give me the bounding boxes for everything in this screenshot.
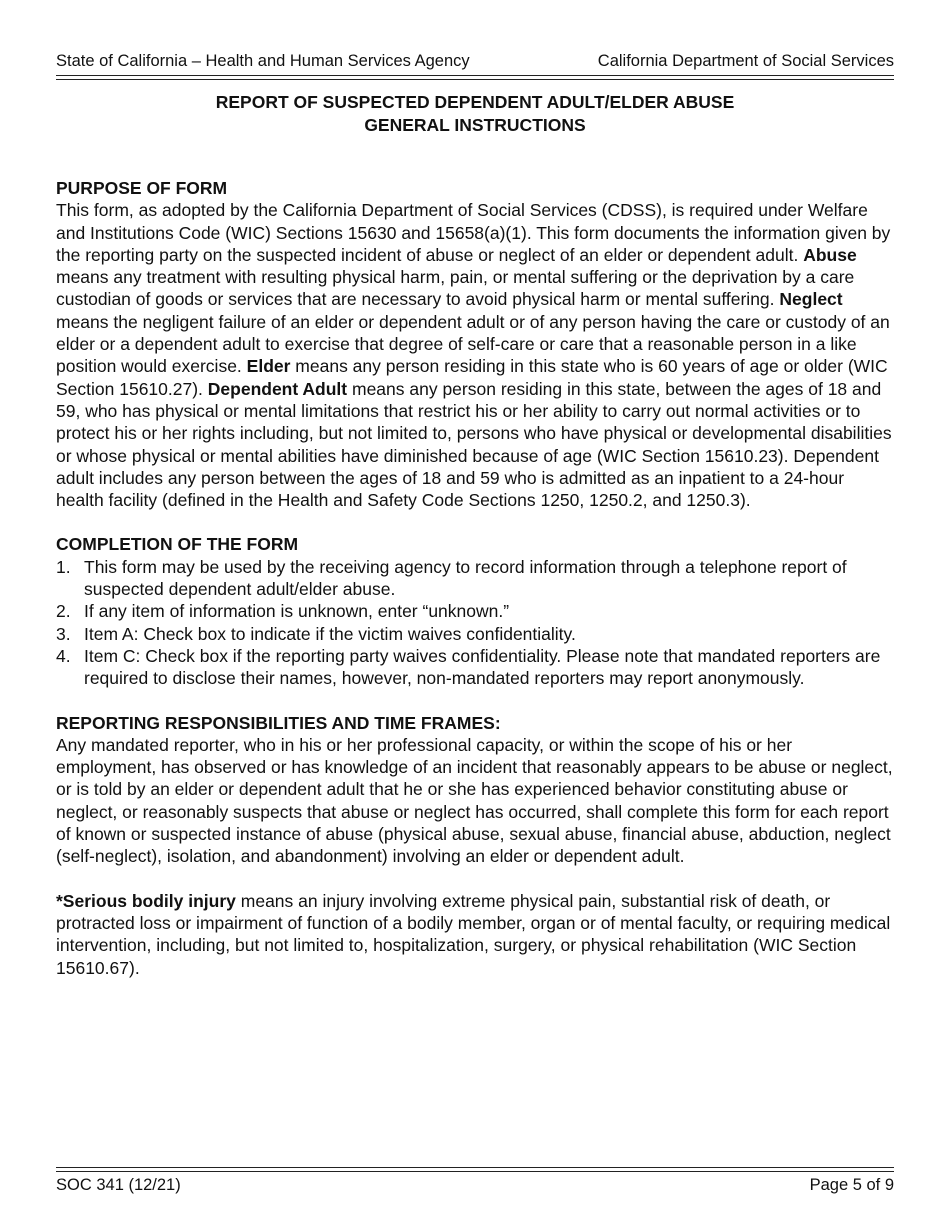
reporting-section	[56, 712, 894, 868]
list-number: 4.	[56, 645, 71, 666]
completion-section	[56, 533, 894, 689]
list-item	[56, 623, 894, 645]
term-elder: Elder	[246, 356, 291, 377]
header-agency: State of California – Health and Human Services Agency	[56, 52, 470, 70]
term-dependent-adult: Dependent Adult	[207, 378, 348, 399]
title-line-2: GENERAL INSTRUCTIONS	[364, 114, 586, 135]
completion-heading: COMPLETION OF THE FORM	[56, 534, 299, 555]
list-item	[56, 645, 894, 690]
purpose-section	[56, 177, 894, 511]
form-number: SOC 341 (12/21)	[56, 1176, 181, 1194]
footer-divider	[56, 1167, 894, 1172]
list-text: This form may be used by the receiving agency to record information through a telephone report of suspected dependent adult/elder abuse.	[84, 556, 847, 600]
page-footer	[56, 1175, 894, 1195]
list-text: Item A: Check box to indicate if the victim waives confidentiality.	[84, 623, 576, 644]
list-number: 3.	[56, 623, 71, 644]
purpose-text-4: means any person residing in this state who is 60 years of age or older (WIC Section 15610.27).	[56, 356, 888, 399]
page-header	[56, 51, 894, 71]
list-number: 1.	[56, 556, 71, 577]
completion-list	[56, 556, 894, 690]
page-number: Page 5 of 9	[809, 1176, 894, 1194]
header-department: California Department of Social Services	[597, 52, 894, 70]
serious-injury-text: means an injury involving extreme physical pain, substantial risk of death, or protracted loss or impairment of function of a bodily member, organ or of mental faculty, or requiring medical intervention, including, but not limited to, hospitalization, surgery, or physical rehabilitation (WIC Section 15610.67).	[56, 890, 891, 978]
list-item	[56, 556, 894, 601]
purpose-text-5: means any person residing in this state, between the ages of 18 and 59, who has physical or mental limitations that restrict his or her ability to carry out normal activities or to protect his or her rights including, but not limited to, persons who have physical or developmental disabilities or whose physical or mental abilities have diminished because of age (WIC Section 15610.23). Dependent adult includes any person between the ages of 18 and 59 who is admitted as an inpatient to a 24-hour health facility (defined in the Health and Safety Code Sections 1250, 1250.2, and 1250.3).	[56, 378, 892, 511]
term-serious-bodily-injury: *Serious bodily injury	[56, 890, 236, 911]
purpose-text-2: means any treatment with resulting physical harm, pain, or mental suffering or the deprivation by a care custodian of goods or services that are necessary to avoid physical harm or mental suffering.	[56, 267, 855, 310]
list-text: If any item of information is unknown, enter “unknown.”	[84, 601, 510, 622]
title-line-1: REPORT OF SUSPECTED DEPENDENT ADULT/ELDER ABUSE	[215, 92, 735, 112]
reporting-paragraph: Any mandated reporter, who in his or her professional capacity, or within the scope of his or her employment, has observed or has knowledge of an incident that reasonably appears to be abuse or neglect, or is told by an elder or dependent adult that he or she has experienced behavior constituting abuse or neglect, or reasonably suspects that abuse or neglect has occurred, shall complete this form for each report of known or suspected instance of abuse (physical abuse, sexual abuse, financial abuse, abduction, neglect (self-neglect), isolation, and abandonment) involving an elder or dependent adult.	[56, 734, 893, 867]
purpose-text-1: This form, as adopted by the California Department of Social Services (CDSS), is required under Welfare and Institutions Code (WIC) Sections 15630 and 15658(a)(1). This form documents the information given by the reporting party on the suspected incident of abuse or neglect of an elder or dependent adult.	[56, 200, 891, 265]
serious-injury-section	[56, 890, 894, 979]
document-body	[56, 177, 894, 979]
term-neglect: Neglect	[779, 289, 843, 310]
reporting-heading: REPORTING RESPONSIBILITIES AND TIME FRAMES:	[56, 712, 501, 733]
serious-injury-paragraph	[56, 890, 894, 979]
purpose-paragraph	[56, 199, 894, 511]
term-abuse: Abuse	[803, 244, 857, 265]
list-text: Item C: Check box if the reporting party waives confidentiality. Please note that mandated reporters are required to disclose their names, however, non-mandated reporters may report anonymously.	[84, 645, 881, 689]
document-title	[56, 91, 894, 136]
purpose-heading: PURPOSE OF FORM	[56, 178, 228, 198]
list-number: 2.	[56, 601, 71, 622]
list-item	[56, 600, 894, 622]
purpose-text-3: means the negligent failure of an elder or dependent adult or of any person having the care or custody of an elder or a dependent adult to exercise that degree of self-care or care that a reasonable person in a like position would exercise.	[56, 311, 890, 377]
header-divider	[56, 75, 894, 80]
document-page	[56, 0, 894, 1230]
